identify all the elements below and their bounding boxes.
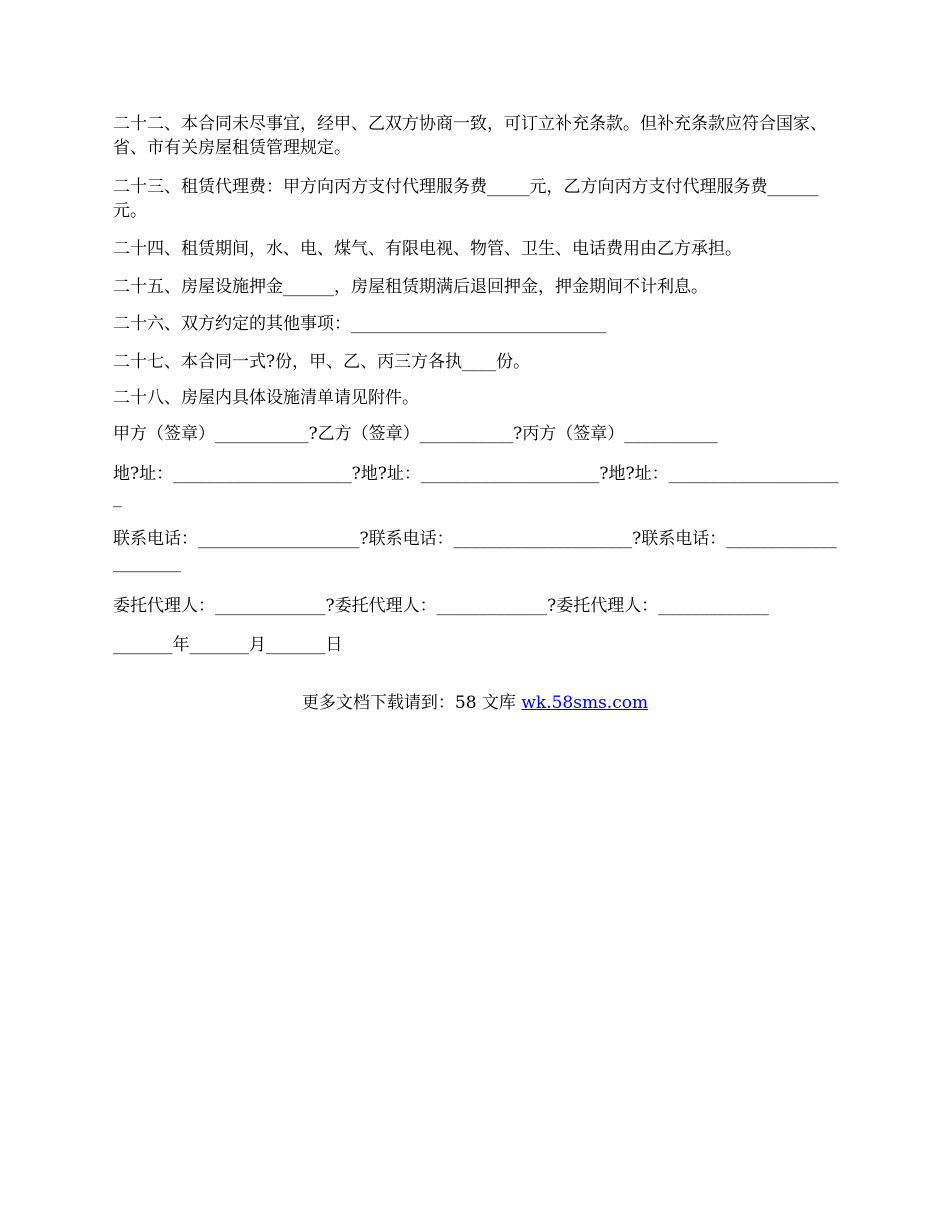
contract-body xyxy=(113,112,841,670)
signature-date-line: _______年_______月_______日 xyxy=(113,635,343,655)
clause-27: 二十七、本合同一式?份，甲、乙、丙三方各执____份。 xyxy=(113,352,531,372)
footer xyxy=(0,691,950,715)
signature-phone-line: 联系电话：___________________?联系电话：_____________________?联系电话：_____________________ xyxy=(113,529,837,573)
clause-23: 二十三、租赁代理费：甲方向丙方支付代理服务费_____元，乙方向丙方支付代理服务费______元。 xyxy=(113,177,819,221)
footer-link[interactable]: wk.58sms.com xyxy=(521,693,649,713)
signature-agent-line: 委托代理人：_____________?委托代理人：_____________?委托代理人：_____________ xyxy=(113,596,769,616)
clause-25: 二十五、房屋设施押金______，房屋租赁期满后退回押金，押金期间不计利息。 xyxy=(113,277,708,297)
signature-parties-line: 甲方（签章）___________?乙方（签章）___________?丙方（签章）___________ xyxy=(113,424,718,444)
clause-24: 二十四、租赁期间，水、电、煤气、有限电视、物管、卫生、电话费用由乙方承担。 xyxy=(113,239,742,259)
clause-22: 二十二、本合同未尽事宜，经甲、乙双方协商一致，可订立补充条款。但补充条款应符合国家、省、市有关房屋租赁管理规定。 xyxy=(113,114,827,158)
footer-text: 更多文档下载请到：58 文库 xyxy=(301,693,522,713)
clause-28: 二十八、房屋内具体设施清单请见附件。 xyxy=(113,388,419,408)
clause-26: 二十六、双方约定的其他事项：______________________________ xyxy=(113,314,606,334)
signature-address-line: 地?址：_____________________?地?址：_____________________?地?址：_____________________ xyxy=(113,464,839,508)
